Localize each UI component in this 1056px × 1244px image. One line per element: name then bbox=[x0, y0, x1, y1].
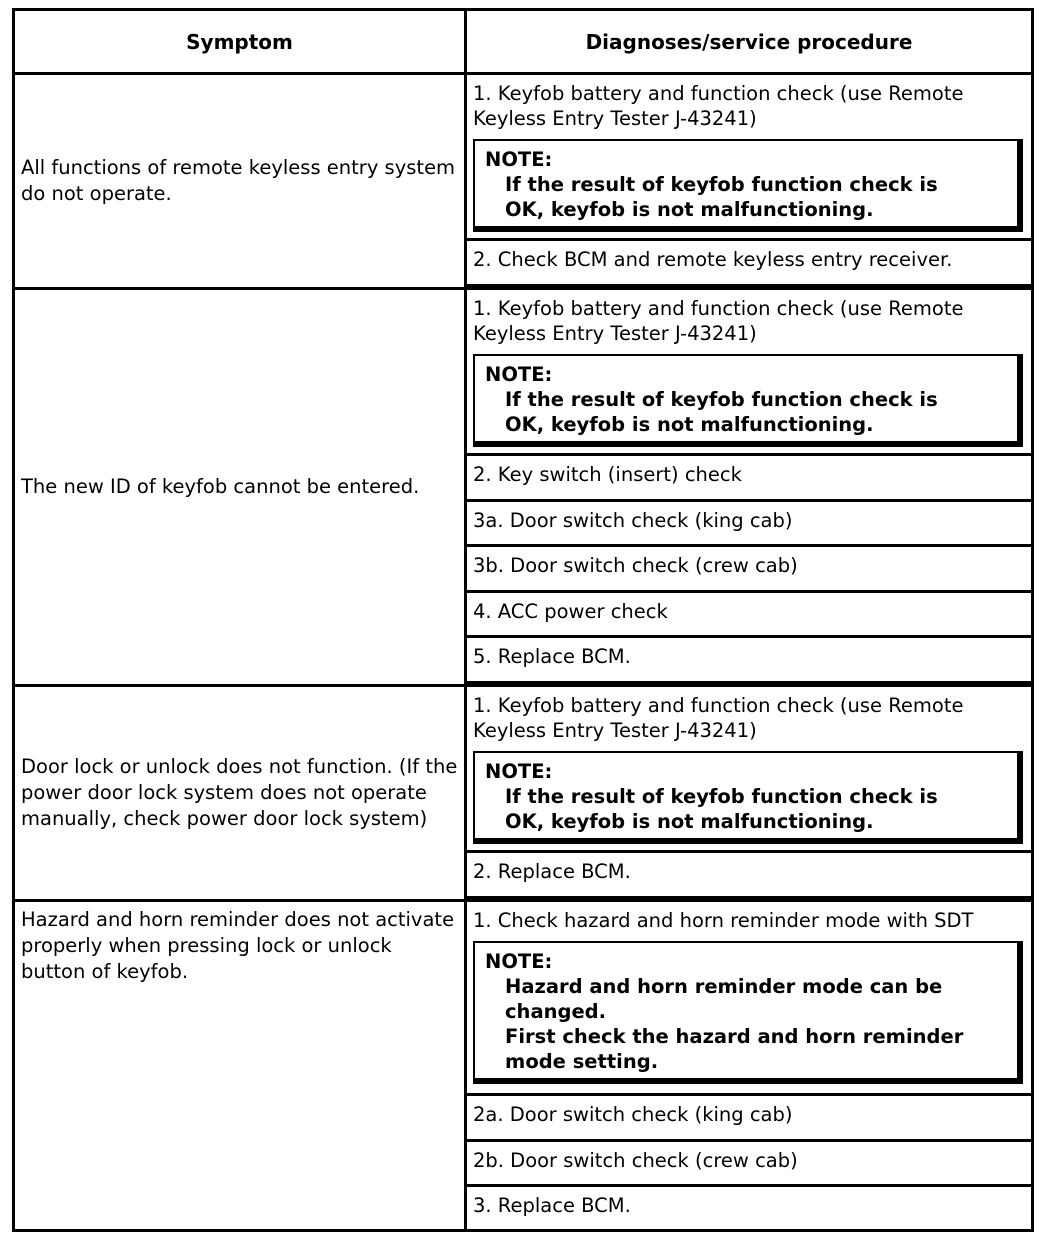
note-line: OK, keyfob is not malfunctioning. bbox=[505, 810, 874, 833]
step-text: 4. ACC power check bbox=[473, 600, 668, 623]
step-text: 1. Check hazard and horn reminder mode with SDT bbox=[473, 909, 974, 932]
procedure-step bbox=[467, 902, 1031, 1096]
step-text: 1. Keyfob battery and function check (use Remote Keyless Entry Tester J-43241) bbox=[473, 694, 970, 742]
step-text: 1. Keyfob battery and function check (use Remote Keyless Entry Tester J-43241) bbox=[473, 82, 970, 130]
step-text: 3. Replace BCM. bbox=[473, 1194, 631, 1217]
note-title: NOTE: bbox=[485, 363, 553, 386]
symptom-cell: Hazard and horn reminder does not activate properly when pressing lock or unlock button of keyfob. bbox=[21, 908, 455, 983]
procedure-step bbox=[467, 290, 1031, 456]
procedure-step bbox=[467, 456, 1031, 502]
procedure-step bbox=[467, 687, 1031, 853]
symptom-cell: All functions of remote keyless entry system do not operate. bbox=[21, 156, 456, 205]
procedure-step bbox=[467, 593, 1031, 638]
step-text: 3a. Door switch check (king cab) bbox=[473, 509, 793, 532]
note-box bbox=[473, 941, 1023, 1084]
procedure-step bbox=[467, 1096, 1031, 1142]
note-line: OK, keyfob is not malfunctioning. bbox=[505, 198, 874, 221]
diagnosis-table bbox=[12, 8, 1034, 1232]
symptom-cell: The new ID of keyfob cannot be entered. bbox=[21, 475, 420, 498]
procedure-header: Diagnoses/service procedure bbox=[585, 29, 913, 54]
procedure-step bbox=[467, 638, 1031, 684]
note-title: NOTE: bbox=[485, 760, 553, 783]
note-box bbox=[473, 139, 1023, 232]
symptom-cell: Door lock or unlock does not function. (If the power door lock system does not operate manually, check power door lock system) bbox=[21, 755, 458, 830]
procedure-step bbox=[467, 75, 1031, 241]
procedure-step bbox=[467, 241, 1031, 287]
step-text: 2. Key switch (insert) check bbox=[473, 463, 742, 486]
note-line: If the result of keyfob function check is bbox=[505, 173, 938, 196]
note-line: First check the hazard and horn reminder bbox=[505, 1025, 964, 1048]
note-box bbox=[473, 354, 1023, 447]
procedure-step bbox=[467, 547, 1031, 593]
symptom-header: Symptom bbox=[186, 29, 293, 54]
step-text: 1. Keyfob battery and function check (use Remote Keyless Entry Tester J-43241) bbox=[473, 297, 970, 345]
note-title: NOTE: bbox=[485, 148, 553, 171]
procedure-step bbox=[467, 853, 1031, 899]
note-line: If the result of keyfob function check is bbox=[505, 388, 938, 411]
step-text: 2a. Door switch check (king cab) bbox=[473, 1103, 793, 1126]
note-title: NOTE: bbox=[485, 950, 553, 973]
procedure-step bbox=[467, 1142, 1031, 1187]
note-line: changed. bbox=[505, 1000, 607, 1023]
procedure-step bbox=[467, 502, 1031, 547]
note-line: mode setting. bbox=[505, 1050, 659, 1073]
step-text: 3b. Door switch check (crew cab) bbox=[473, 554, 798, 577]
step-text: 2. Replace BCM. bbox=[473, 860, 631, 883]
step-text: 2b. Door switch check (crew cab) bbox=[473, 1149, 798, 1172]
note-line: Hazard and horn reminder mode can be bbox=[505, 975, 943, 998]
note-line: OK, keyfob is not malfunctioning. bbox=[505, 413, 874, 436]
procedure-step bbox=[467, 1187, 1031, 1229]
note-line: If the result of keyfob function check is bbox=[505, 785, 938, 808]
step-text: 5. Replace BCM. bbox=[473, 645, 631, 668]
note-box bbox=[473, 751, 1023, 844]
step-text: 2. Check BCM and remote keyless entry receiver. bbox=[473, 248, 953, 271]
